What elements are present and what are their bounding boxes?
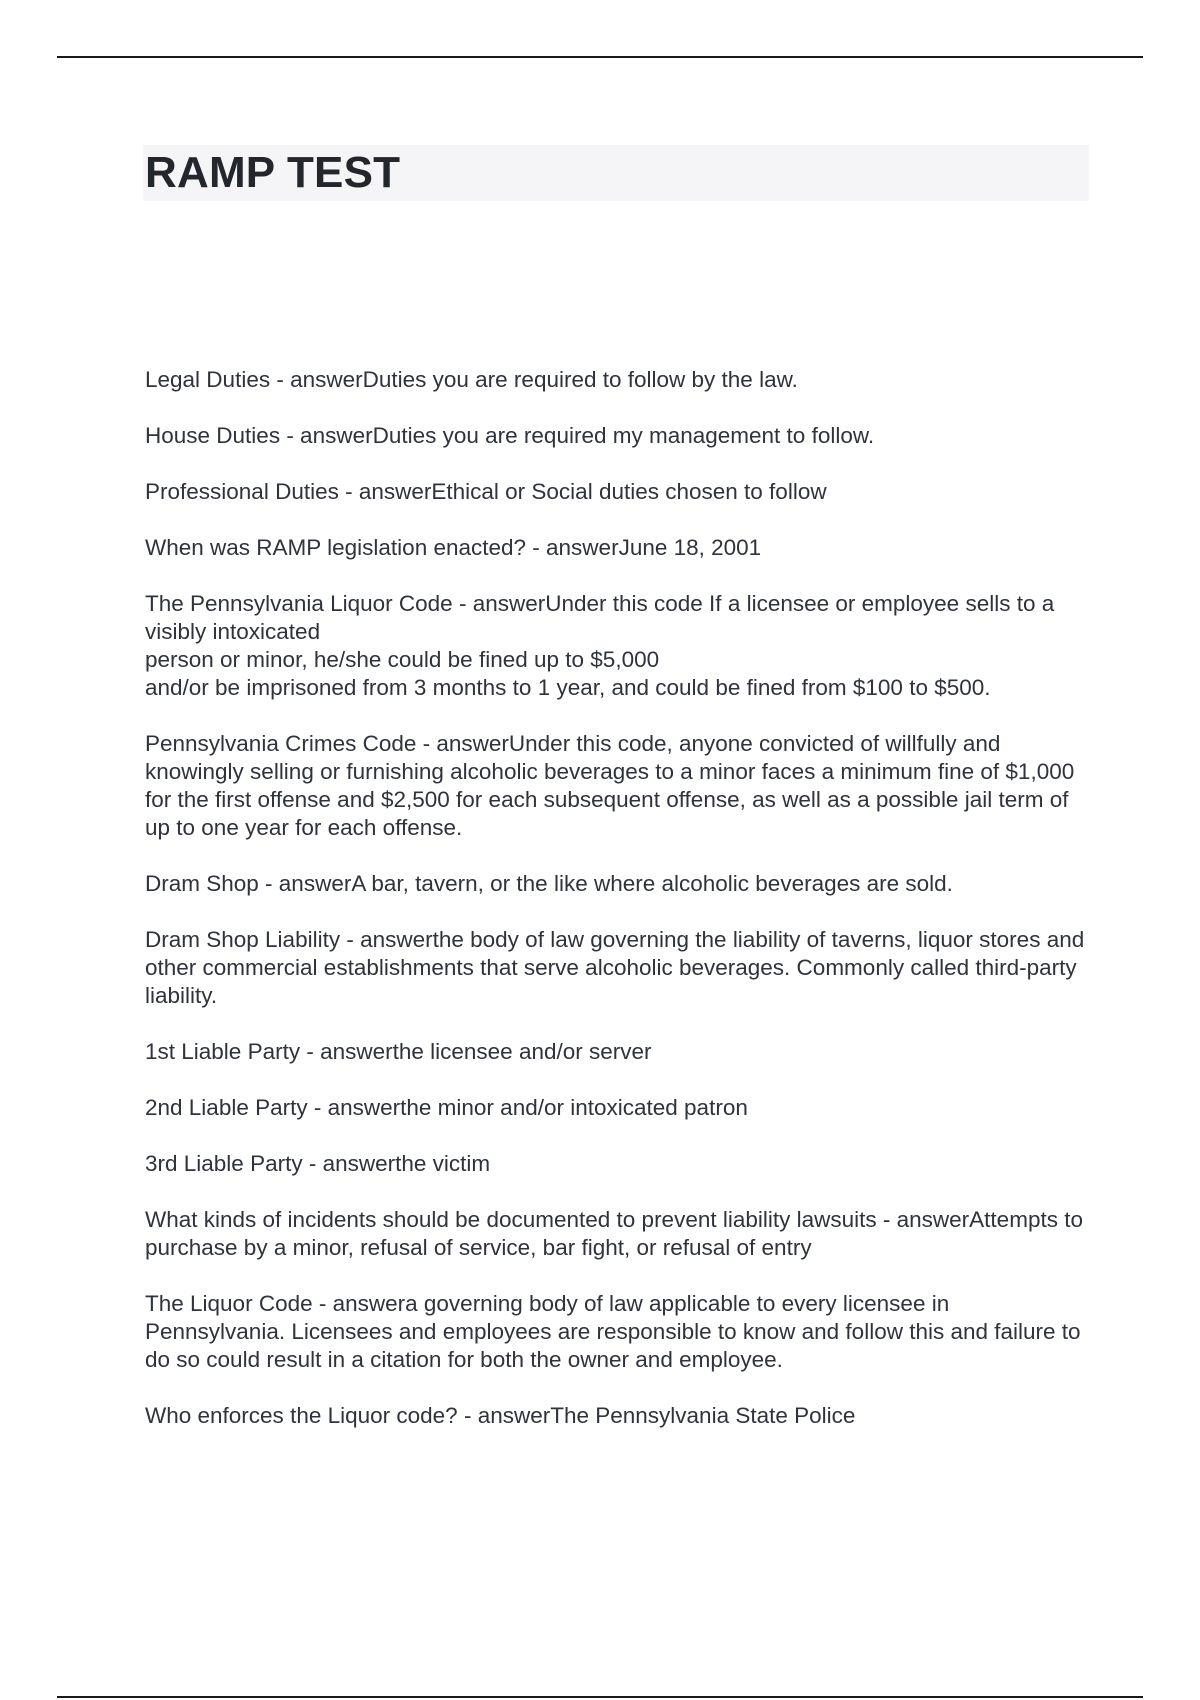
qa-item-2nd-liable-party: 2nd Liable Party - answerthe minor and/or intoxicated patron [145, 1095, 748, 1120]
qa-item-dram-shop: Dram Shop - answerA bar, tavern, or the like where alcoholic beverages are sold. [145, 871, 953, 896]
qa-item-pa-crimes-code: Pennsylvania Crimes Code - answerUnder this code, anyone convicted of willfully and knowingly selling or furnishing alcoholic beverages to a minor faces a minimum fine of $1,000 for the first offense and $2,500 for each subsequent offense, as well as a possible jail term of up to one year for each offense. [145, 731, 1075, 840]
qa-item-the-liquor-code: The Liquor Code - answera governing body of law applicable to every licensee in Pennsylvania. Licensees and employees are responsible to know and follow this and failure to do so could result in a citation for both the owner and employee. [145, 1291, 1081, 1372]
qa-item-documented-incidents: What kinds of incidents should be documented to prevent liability lawsuits - answerAttempts to purchase by a minor, refusal of service, bar fight, or refusal of entry [145, 1207, 1083, 1260]
qa-item-liquor-code-enforcement: Who enforces the Liquor code? - answerThe Pennsylvania State Police [145, 1403, 856, 1428]
qa-item-1st-liable-party: 1st Liable Party - answerthe licensee and/or server [145, 1039, 652, 1064]
qa-item-ramp-legislation: When was RAMP legislation enacted? - answerJune 18, 2001 [145, 535, 762, 560]
qa-item-3rd-liable-party: 3rd Liable Party - answerthe victim [145, 1151, 491, 1176]
qa-item-dram-shop-liability: Dram Shop Liability - answerthe body of law governing the liability of taverns, liquor stores and other commercial establishments that serve alcoholic beverages. Commonly called third-party liability. [145, 927, 1085, 1008]
top-rule [57, 56, 1143, 58]
qa-item-professional-duties: Professional Duties - answerEthical or Social duties chosen to follow [145, 479, 827, 504]
qa-item-legal-duties: Legal Duties - answerDuties you are required to follow by the law. [145, 367, 798, 392]
bottom-rule [57, 1696, 1143, 1698]
qa-item-pa-liquor-code: The Pennsylvania Liquor Code - answerUnder this code If a licensee or employee sells to a visibly intoxicated person or minor, he/she could be fined up to $5,000 and/or be imprisoned from 3 months to 1 year, and could be fined from $100 to $500. [145, 591, 1055, 700]
qa-item-house-duties: House Duties - answerDuties you are required my management to follow. [145, 423, 875, 448]
qa-list [145, 366, 1090, 1458]
document-title: RAMP TEST [145, 148, 401, 197]
